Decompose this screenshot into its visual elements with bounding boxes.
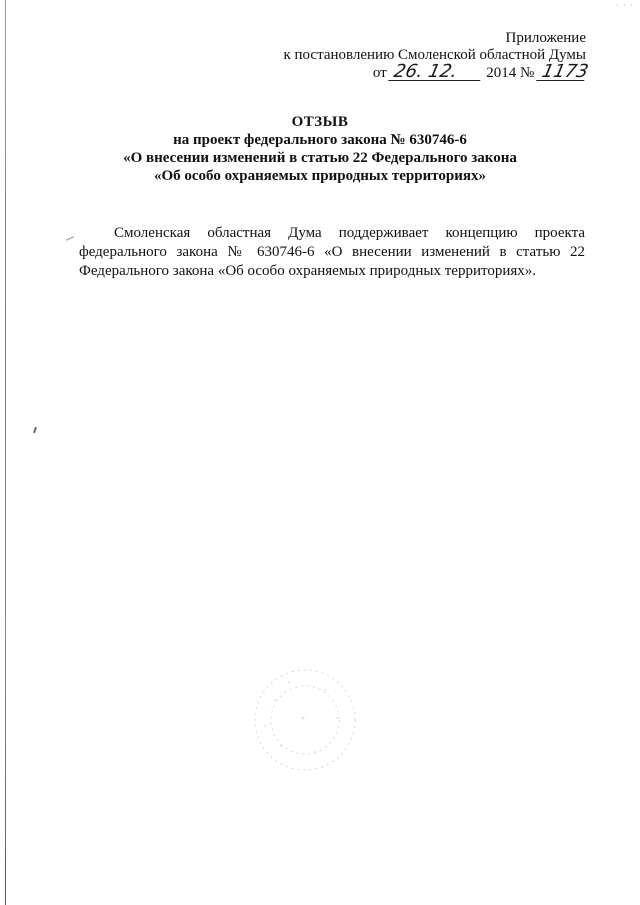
year-label: 2014 № — [486, 65, 535, 81]
appendix-date-line — [283, 61, 591, 82]
document-title: ОТЗЫВ — [291, 114, 349, 130]
title-line-1: на проект федерального закона № 630746-6 — [173, 132, 467, 148]
appendix-header — [283, 30, 591, 82]
scan-corner-marks: · · · — [615, 0, 634, 10]
body-line-3: Федерального закона «Об особо охраняемых природных территориях». — [79, 263, 537, 279]
appendix-title: Приложение — [505, 30, 586, 46]
handwritten-date: 26. 12. — [389, 64, 485, 81]
body-line-1: Смоленская областная Дума поддерживает концепцию проекта — [114, 225, 585, 241]
scan-mark — [33, 427, 37, 433]
date-prefix: от — [372, 65, 387, 81]
body-paragraph — [79, 224, 585, 281]
appendix-resolution: к постановлению Смоленской областной Думы — [283, 47, 586, 63]
scan-mark — [66, 236, 74, 240]
faint-stamp-image — [245, 660, 365, 780]
document-title-block — [0, 113, 640, 185]
title-line-2: «О внесении изменений в статью 22 Федерального закона — [123, 150, 517, 166]
title-line-3: «Об особо охраняемых природных территориях» — [153, 168, 487, 184]
handwritten-number: 1173 — [536, 64, 588, 81]
body-line-2: федерального закона № 630746-6 «О внесении изменений в статью 22 — [79, 244, 585, 260]
